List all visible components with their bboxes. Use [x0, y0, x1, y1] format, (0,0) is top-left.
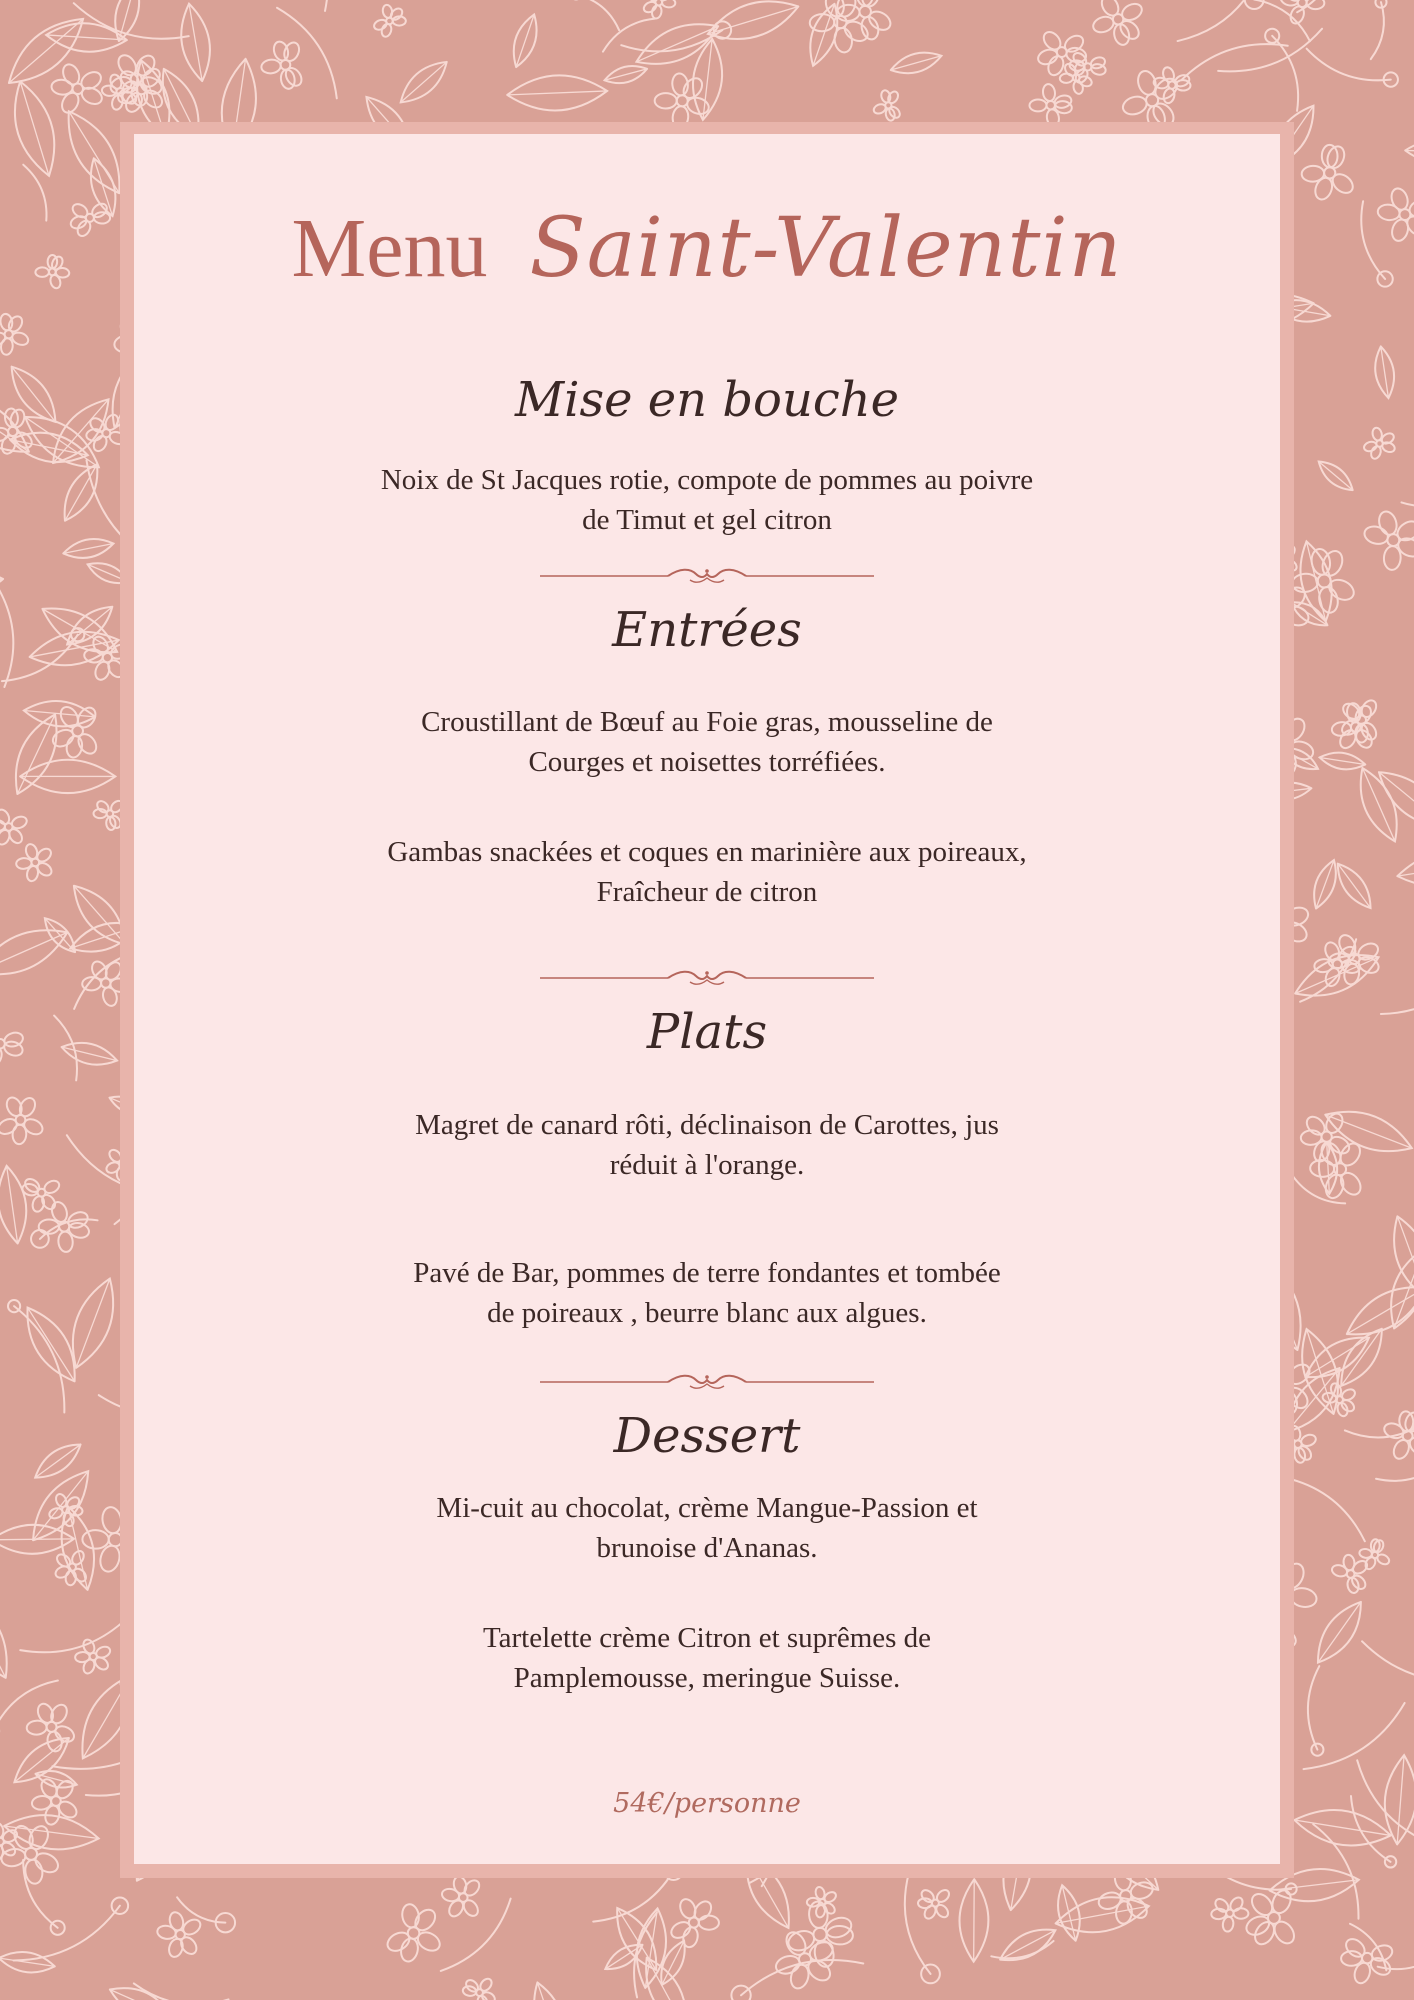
dish-item	[0, 702, 1414, 782]
title-script-word: Saint-Valentin	[529, 201, 1123, 296]
dish-line: Mi-cuit au chocolat, crème Mangue-Passion et	[436, 1492, 978, 1524]
dish-item	[0, 1488, 1414, 1568]
menu-title	[0, 200, 1414, 297]
dish-line: Fraîcheur de citron	[596, 876, 818, 908]
ornament-divider	[540, 564, 874, 588]
dish-item	[0, 832, 1414, 912]
price-per-person: 54€/personne	[613, 1788, 801, 1819]
section-title-entrees: Entrées	[612, 602, 802, 658]
dish-line: de Timut et gel citron	[582, 504, 832, 536]
dish-line: Noix de St Jacques rotie, compote de pommes au poivre	[380, 464, 1034, 496]
dish-line: réduit à l'orange.	[609, 1149, 805, 1181]
dish-line: Gambas snackées et coques en marinière aux poireaux,	[387, 836, 1027, 868]
dish-item	[0, 1618, 1414, 1698]
dish-line: brunoise d'Ananas.	[596, 1532, 818, 1564]
ornament-divider	[540, 1370, 874, 1394]
dish-item	[0, 1105, 1414, 1185]
dish-line: Croustillant de Bœuf au Foie gras, mousseline de	[421, 706, 993, 738]
section-title-dessert: Dessert	[613, 1408, 801, 1464]
dish-line: de poireaux , beurre blanc aux algues.	[487, 1297, 927, 1329]
dish-item	[0, 1253, 1414, 1333]
dish-item	[0, 460, 1414, 540]
section-title-plats: Plats	[646, 1004, 768, 1060]
dish-line: Pavé de Bar, pommes de terre fondantes et tombée	[413, 1257, 1001, 1289]
section-title-mise-en-bouche: Mise en bouche	[514, 372, 900, 428]
dish-line: Magret de canard rôti, déclinaison de Carottes, jus	[415, 1109, 999, 1141]
dish-line: Pamplemousse, meringue Suisse.	[513, 1662, 901, 1694]
ornament-divider	[540, 966, 874, 990]
dish-line: Tartelette crème Citron et suprêmes de	[482, 1622, 932, 1654]
title-menu-word: Menu	[291, 202, 488, 295]
dish-line: Courges et noisettes torréfiées.	[528, 746, 886, 778]
